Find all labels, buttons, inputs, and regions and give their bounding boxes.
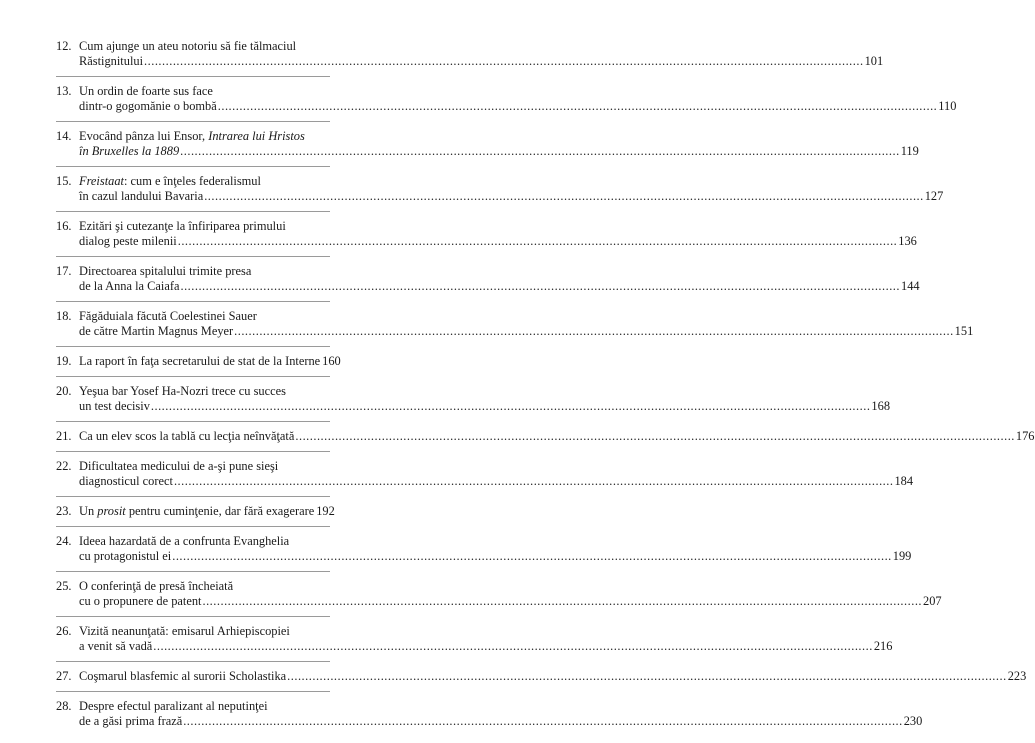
toc-entry (56, 354, 341, 377)
toc-entry-last-line (79, 669, 1027, 684)
toc-entry-title (79, 699, 923, 729)
dot-leader: ........................................................................................................................................................................................................ (287, 669, 1007, 683)
toc-entry-page-number: 230 (903, 714, 923, 728)
toc-entry-last-line (79, 189, 944, 204)
dot-leader: ........................................................................................................................................................................................................ (150, 399, 871, 413)
toc-entry-last-line (79, 429, 1035, 444)
toc-entry (56, 534, 912, 572)
toc-entry-page-number: 168 (871, 399, 891, 413)
toc-entry-last-line (79, 54, 884, 69)
dot-leader: ........................................................................................................................................................................................................ (173, 474, 894, 488)
toc-entry-line (79, 459, 330, 474)
toc-entry-title (79, 624, 893, 654)
toc-entry-last-line (79, 144, 919, 159)
toc-entry-line (79, 534, 330, 549)
toc-entry-last-line (79, 714, 923, 729)
toc-entry-page-number: 127 (924, 189, 944, 203)
toc-entry-last-line (79, 99, 957, 114)
dot-leader: ........................................................................................................................................................................................................ (153, 639, 873, 653)
toc-entry-number: 13. (56, 84, 72, 98)
toc-entry-page-number: 144 (901, 279, 920, 293)
toc-entry-number: 22. (56, 459, 72, 473)
toc-entry-number: 23. (56, 504, 72, 518)
toc-entry-page-number: 176 (1015, 429, 1035, 443)
toc-entry-number: 21. (56, 429, 72, 443)
toc-entry-line (79, 264, 330, 279)
toc-entry-last-line (79, 279, 920, 294)
toc-entry-line (79, 84, 330, 99)
toc-entry-page-number: 199 (892, 549, 912, 563)
toc-entry-title (79, 429, 1035, 444)
toc-entry-number: 24. (56, 534, 72, 548)
toc-entry-number: 20. (56, 384, 72, 398)
toc-entry-number: 28. (56, 699, 72, 713)
toc-entry-line-text: Un prosit pentru cuminţenie, dar fără exagerare (79, 504, 315, 518)
toc-entry-last-line (79, 324, 974, 339)
dot-leader: ........................................................................................................................................................................................................ (234, 324, 954, 338)
toc-entry-line (79, 624, 330, 639)
toc-entry-line-text: diagnosticul corect (79, 474, 173, 488)
dot-leader: ........................................................................................................................................................................................................ (217, 99, 938, 113)
toc-entry-line (79, 39, 330, 54)
toc-entry-line-text: La raport în faţa secretarului de stat de la Interne (79, 354, 321, 368)
toc-entry-line-text: cu o propunere de patent (79, 594, 202, 608)
dot-leader: ........................................................................................................................................................................................................ (295, 429, 1015, 443)
toc-entry-line-text: în Bruxelles la 1889 (79, 144, 180, 158)
toc-entry (56, 219, 917, 257)
toc-entry-title (79, 264, 920, 294)
toc-entry-line-text: de a găsi prima frază (79, 714, 183, 728)
toc-entry-number: 27. (56, 669, 72, 683)
toc-entry-line (79, 699, 330, 714)
toc-entry-line (79, 384, 330, 399)
toc-entry-line-text: Evocând pânza lui Ensor, Intrarea lui Hristos (79, 129, 305, 143)
toc-entry-number: 25. (56, 579, 72, 593)
toc-entry-line-text: în cazul landului Bavaria (79, 189, 204, 203)
dot-leader: ........................................................................................................................................................................................................ (180, 279, 900, 293)
toc-entry-title (79, 84, 957, 114)
toc-entry-line-text: dialog peste milenii (79, 234, 177, 248)
toc-entry-line (79, 219, 330, 234)
toc-entry-number: 26. (56, 624, 72, 638)
toc-entry-number: 12. (56, 39, 72, 53)
toc-entry-number: 16. (56, 219, 72, 233)
toc-entry-line-text: Directoarea spitalului trimite presa (79, 264, 252, 278)
toc-entry-line-text: de la Anna la Caiafa (79, 279, 180, 293)
toc-entry-line-text: Dificultatea medicului de a-şi pune sieşi (79, 459, 279, 473)
toc-entry-page-number: 223 (1007, 669, 1027, 683)
dot-leader: ........................................................................................................................................................................................................ (204, 189, 924, 203)
toc-entry-title (79, 354, 341, 369)
toc-entry-line-text: Freistaat: cum e înţeles federalismul (79, 174, 261, 188)
toc-entry-line-text: Ideea hazardată de a confrunta Evanghelia (79, 534, 290, 548)
toc-entry-last-line (79, 234, 917, 249)
toc-entry-title (79, 669, 1027, 684)
toc-entry-line-text: Făgăduiala făcută Coelestinei Sauer (79, 309, 257, 323)
toc-entry-line-text: Ezitări şi cutezanţe la înfiriparea primului (79, 219, 286, 233)
toc-entry-last-line (79, 354, 341, 369)
toc-entry-title (79, 459, 914, 489)
toc-entry-line-text: un test decisiv (79, 399, 150, 413)
toc-entry (56, 264, 920, 302)
toc-entry (56, 39, 884, 77)
toc-entry-last-line (79, 639, 893, 654)
toc-entry-number: 15. (56, 174, 72, 188)
toc-entry-number: 14. (56, 129, 72, 143)
dot-leader: ........................................................................................................................................................................................................ (144, 54, 864, 68)
toc-entry-number: 18. (56, 309, 72, 323)
toc-entry-line-text: Yeşua bar Yosef Ha-Nozri trece cu succes (79, 384, 286, 398)
toc-entry (56, 309, 974, 347)
toc-entry-line (79, 174, 330, 189)
toc-entry-page-number: 110 (938, 99, 957, 113)
toc-entry-last-line (79, 474, 914, 489)
toc-entry (56, 429, 1035, 452)
toc-entry (56, 129, 919, 167)
toc-entry (56, 699, 923, 736)
toc-entry-title (79, 534, 912, 564)
toc-entry-page-number: 136 (898, 234, 917, 248)
toc-entry-line-text: O conferinţă de presă încheiată (79, 579, 234, 593)
toc-entry-page-number: 151 (954, 324, 974, 338)
toc-entry-line-text: Un ordin de foarte sus face (79, 84, 213, 98)
toc-entry-number: 17. (56, 264, 72, 278)
table-of-contents (56, 39, 1035, 743)
toc-entry (56, 459, 914, 497)
toc-entry-line-text: Cum ajunge un ateu notoriu să fie tălmaciul (79, 39, 297, 53)
toc-entry-page-number: 119 (900, 144, 919, 158)
dot-leader: ........................................................................................................................................................................................................ (172, 549, 892, 563)
toc-entry-line (79, 129, 330, 144)
toc-entry-line-text: Despre efectul paralizant al neputinţei (79, 699, 268, 713)
toc-entry-page-number: 184 (894, 474, 914, 488)
dot-leader: ........................................................................................................................................................................................................ (180, 144, 900, 158)
dot-leader: ........................................................................................................................................................................................................ (183, 714, 903, 728)
toc-entry (56, 84, 957, 122)
toc-entry-title (79, 174, 944, 204)
toc-entry-line (79, 309, 330, 324)
toc-entry (56, 579, 942, 617)
toc-entry-line-text: cu protagonistul ei (79, 549, 172, 563)
toc-entry-line-text: de către Martin Magnus Meyer (79, 324, 234, 338)
toc-entry-line-text: Vizită neanunţată: emisarul Arhiepiscopiei (79, 624, 290, 638)
toc-entry-line-text: dintr-o gogomănie o bombă (79, 99, 217, 113)
toc-entry-title (79, 504, 335, 519)
toc-entry-page-number: 192 (316, 504, 335, 518)
toc-entry-line-text: Răstignitului (79, 54, 144, 68)
toc-entry-last-line (79, 594, 942, 609)
toc-entry-page-number: 216 (873, 639, 893, 653)
toc-entry-title (79, 219, 917, 249)
toc-entry (56, 624, 893, 662)
toc-entry-page-number: 160 (322, 354, 341, 368)
toc-entry-line (79, 579, 330, 594)
toc-entry-title (79, 39, 884, 69)
toc-entry-title (79, 129, 919, 159)
toc-entry-page-number: 207 (923, 594, 942, 608)
toc-entry-last-line (79, 549, 912, 564)
toc-entry (56, 504, 335, 527)
dot-leader: ........................................................................................................................................................................................................ (202, 594, 923, 608)
toc-entry (56, 669, 1027, 692)
toc-entry-line-text: Ca un elev scos la tablă cu lecţia neînvăţată (79, 429, 295, 443)
toc-entry-line-text: a venit să vadă (79, 639, 153, 653)
toc-entry-number: 19. (56, 354, 72, 368)
toc-entry-line-text: Coşmarul blasfemic al surorii Scholastika (79, 669, 287, 683)
toc-entry-page-number: 101 (864, 54, 884, 68)
toc-entry (56, 384, 891, 422)
toc-entry-last-line (79, 504, 335, 519)
dot-leader: ........................................................................................................................................................................................................ (177, 234, 898, 248)
toc-entry-title (79, 579, 942, 609)
toc-entry-title (79, 309, 974, 339)
toc-entry-last-line (79, 399, 891, 414)
toc-entry (56, 174, 944, 212)
toc-entry-title (79, 384, 891, 414)
